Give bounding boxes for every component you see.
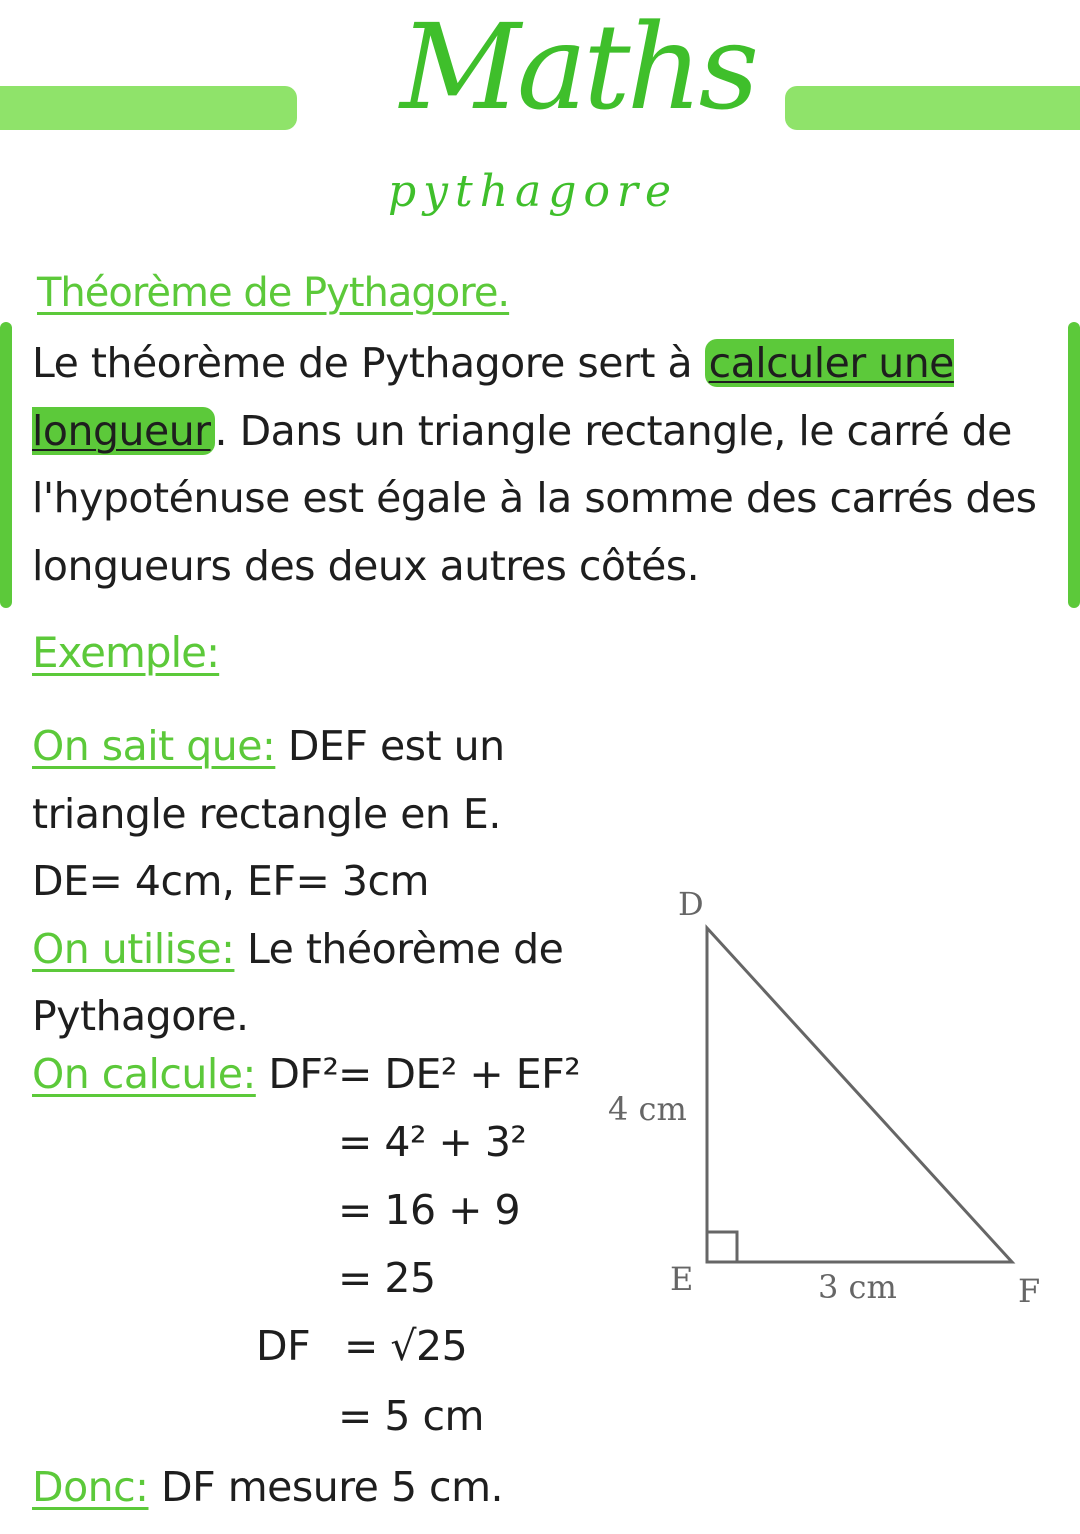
statement-line-3: DE= 4cm, EF= 3cm (32, 857, 429, 905)
calc-lhs-2: DF (256, 1322, 311, 1370)
page-title: Maths (400, 0, 756, 136)
calc-step-4: = 25 (338, 1254, 436, 1302)
theorem-highlight: calculer une longueur (32, 339, 954, 455)
vertex-f-label: F (1018, 1272, 1041, 1310)
vertex-d-label: D (678, 885, 704, 923)
triangle-def (707, 928, 1012, 1262)
on-sait-text: DEF est un (275, 722, 505, 770)
calc-lhs-1: DF² (268, 1050, 339, 1098)
calc-step-1: = DE² + EF² (338, 1050, 581, 1098)
page-subtitle: pythagore (388, 166, 679, 217)
statement-line-2: triangle rectangle en E. (32, 789, 501, 838)
right-angle-marker (707, 1232, 737, 1262)
decorative-bar-right (785, 86, 1080, 130)
statement-line-1 (32, 713, 592, 781)
theorem-heading: Théorème de Pythagore. (37, 270, 510, 316)
statement-line-4 (32, 916, 592, 984)
calc-step-5: = √25 (344, 1322, 468, 1370)
triangle-figure (600, 880, 1060, 1320)
side-ef-label: 3 cm (818, 1268, 897, 1306)
on-utilise-text: Le théorème de (234, 924, 564, 973)
calc-label-row (32, 1050, 338, 1098)
side-line-left (0, 322, 12, 608)
on-sait-label: On sait que: (32, 722, 276, 770)
on-utilise-label: On utilise: (32, 924, 235, 973)
calc-step-6: = 5 cm (338, 1392, 484, 1440)
theorem-text-start: Le théorème de Pythagore sert à (32, 339, 705, 387)
example-heading: Exemple: (32, 628, 220, 677)
calc-step-2: = 4² + 3² (338, 1118, 527, 1166)
vertex-e-label: E (670, 1260, 694, 1298)
theorem-text-end: . Dans un triangle rectangle, le carré de l'hypoténuse est égale à la somme des carrés des longueurs des deux autres côtés. (32, 406, 1037, 590)
example-statements (32, 713, 592, 1051)
decorative-bar-left (0, 86, 297, 130)
statement-line-5: Pythagore. (32, 992, 249, 1040)
side-line-right (1068, 322, 1080, 608)
calc-step-3: = 16 + 9 (338, 1186, 521, 1234)
theorem-text (32, 330, 1047, 600)
donc-text: DF mesure 5 cm. (148, 1463, 504, 1511)
conclusion (32, 1463, 503, 1511)
on-calcule-label: On calcule: (32, 1050, 256, 1098)
side-de-label: 4 cm (608, 1090, 687, 1128)
donc-label: Donc: (32, 1463, 149, 1511)
